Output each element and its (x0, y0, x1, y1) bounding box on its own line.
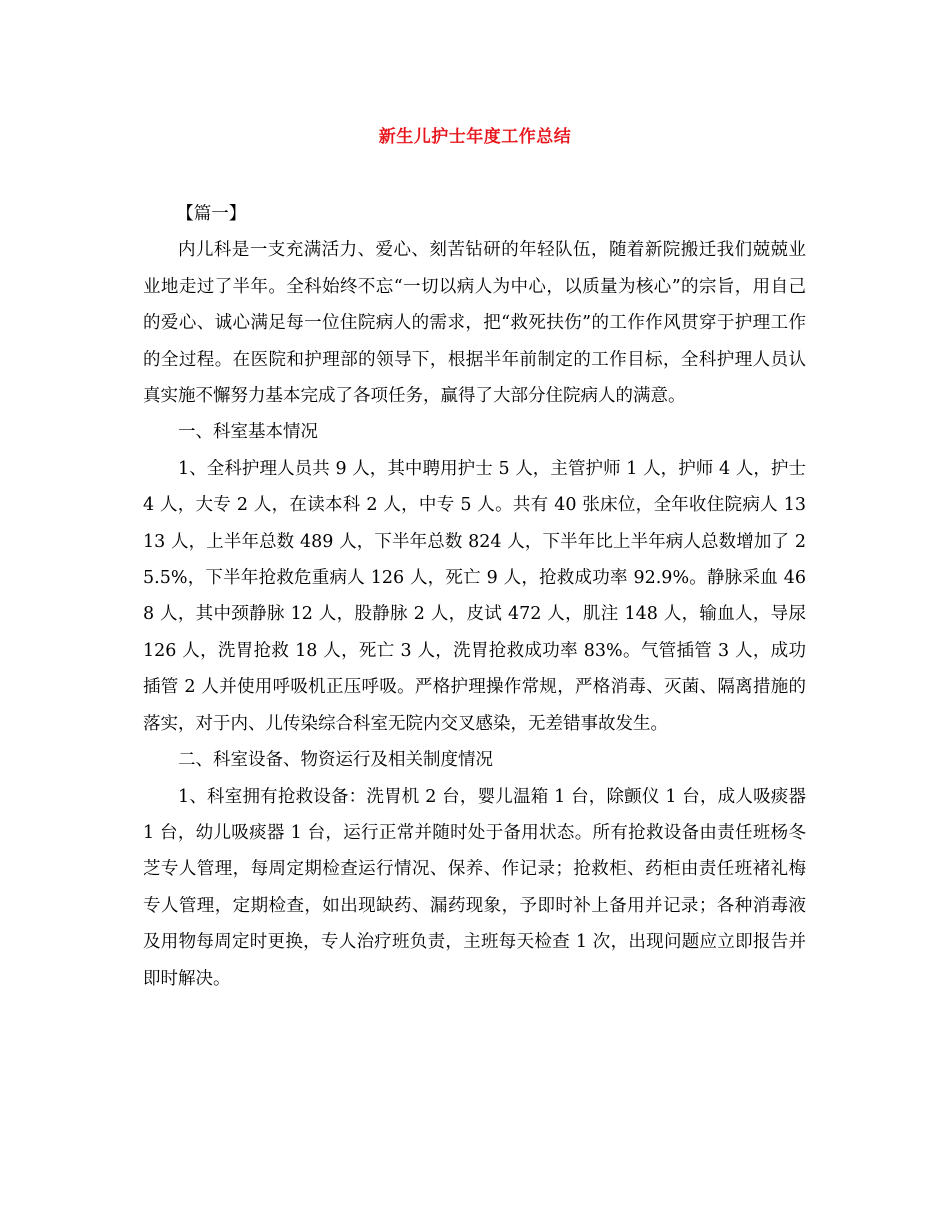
section-tag: 【篇一】 (176, 204, 247, 224)
body-paragraph: 1、科室拥有抢救设备：洗胃机 2 台，婴儿温箱 1 台，除颤仪 1 台，成人吸痰器 1 台，幼儿吸痰器 1 台，运行正常并随时处于备用状态。所有抢救设备由责任班杨冬芝专人管理，每周定期检查运行情况、保养、作记录；抢救柜、药柜由责任班褚礼梅专人管理，定期检查，如出现缺药、漏药现象，予即时补上备用并记录；各种消毒液及用物每周定时更换，专人治疗班负责，主班每天检查 1 次，出现问题应立即报告并即时解决。 (143, 786, 806, 989)
section-heading: 一、科室基本情况 (178, 422, 318, 443)
body-paragraph: 1、全科护理人员共 9 人，其中聘用护士 5 人，主管护师 1 人，护师 4 人，护士 4 人，大专 2 人，在读本科 2 人，中专 5 人。共有 40 张床位，全年收住院病人 1313 人，上半年总数 489 人，下半年总数 824 人，下半年比上半年病人总数增加了 25.5%，下半年抢救危重病人 126 人，死亡 9 人，抢救成功率 92.9%。静脉采血 468 人，其中颈静脉 12 人，股静脉 2 人，皮试 472 人，肌注 148 人，输血人，导尿 126 人，洗胃抢救 18 人，死亡 3 人，洗胃抢救成功率 83%。气管插管 3 人，成功插管 2 人并使用呼吸机正压呼吸。严格护理操作常规，严格消毒、灭菌、隔离措施的落实，对于内、儿传染综合科室无院内交叉感染，无差错事故发生。 (143, 458, 806, 734)
document-title: 新生儿护士年度工作总结 (378, 127, 572, 147)
document-body (143, 196, 806, 997)
section-heading: 二、科室设备、物资运行及相关制度情况 (178, 750, 493, 771)
intro-paragraph: 内儿科是一支充满活力、爱心、刻苦钻研的年轻队伍，随着新院搬迁我们兢兢业业地走过了半年。全科始终不忘“一切以病人为中心，以质量为核心”的宗旨，用自己的爱心、诚心满足每一位住院病人的需求，把“救死扶伤”的工作作风贯穿于护理工作的全过程。在医院和护理部的领导下，根据半年前制定的工作目标，全科护理人员认真实施不懈努力基本完成了各项任务，赢得了大部分住院病人的满意。 (143, 240, 806, 407)
